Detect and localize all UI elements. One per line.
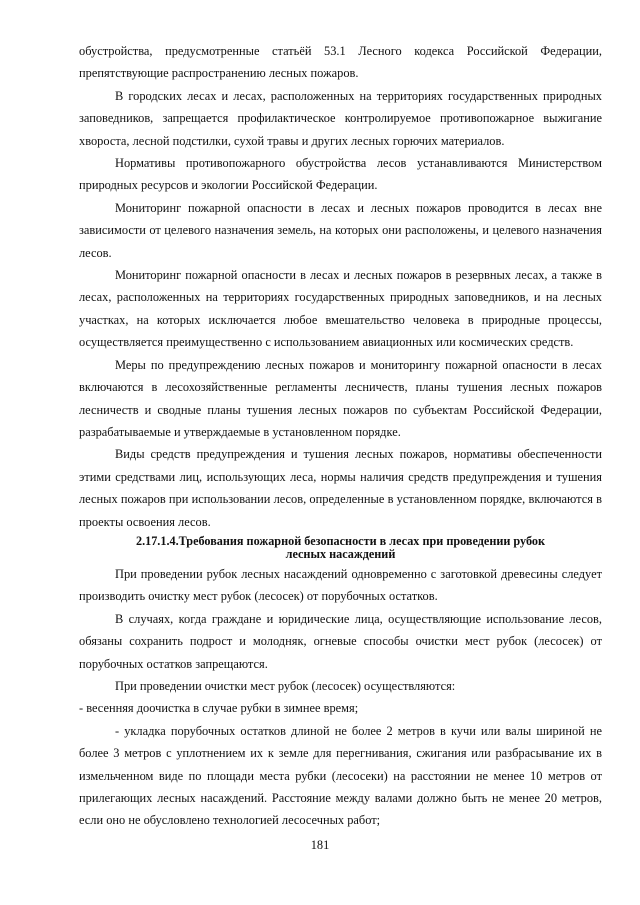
section-heading <box>79 535 602 561</box>
section-heading-line-1: 2.17.1.4.Требования пожарной безопасности в лесах при проведении рубок <box>135 533 546 548</box>
body-text-top <box>79 40 602 533</box>
paragraph: Нормативы противопожарного обустройства лесов устанавливаются Министерством природных ресурсов и экологии Российской Федерации. <box>79 156 602 193</box>
paragraph: При проведении очистки мест рубок (лесосек) осуществляются: <box>115 678 456 693</box>
paragraph: - укладка порубочных остатков длиной не более 2 метров в кучи или валы шириной не более 3 метров с уплотнением их к земле для перегнивания, сжигания или разбрасывание их в измельченном виде по площади места рубки (лесосеки) на расстоянии не менее 10 метров от прилегающих лесных насаждений. Расстояние между валами должно быть не менее 20 метров, если оно не обусловлено технологией лесосечных работ; <box>79 723 602 828</box>
paragraph: Мониторинг пожарной опасности в лесах и лесных пожаров проводится в лесах вне зависимости от целевого назначения земель, на которых они расположены, и целевого назначения лесов. <box>79 200 602 260</box>
page-number: 181 <box>310 838 330 852</box>
paragraph: Виды средств предупреждения и тушения лесных пожаров, нормативы обеспеченности этими средствами лиц, использующих леса, нормы наличия средств предупреждения и тушения лесных пожаров при использовании лесов, определенные в установленном порядке, включаются в проекты освоения лесов. <box>79 447 602 529</box>
paragraph: Мониторинг пожарной опасности в лесах и лесных пожаров в резервных лесах, а также в лесах, расположенных на территориях государственных природных заповедников, и на лесных участках, на которых исключается любое вмешательство человека в природные процессы, осуществляется преимущественно с использованием авиационных или космических средств. <box>79 268 602 350</box>
paragraph: обустройства, предусмотренные статьёй 53.1 Лесного кодекса Российской Федерации, препятствующие распространению лесных пожаров. <box>79 44 602 81</box>
section-heading-line-2: лесных насаждений <box>285 546 396 561</box>
paragraph: Меры по предупреждению лесных пожаров и мониторингу пожарной опасности в лесах включаются в лесохозяйственные регламенты лесничеств, планы тушения лесных пожаров лесничеств и сводные планы тушения лесных пожаров по субъектам Российской Федерации, разрабатываемые и утверждаемые в установленном порядке. <box>79 357 602 439</box>
body-text-bottom <box>79 563 602 832</box>
paragraph: В случаях, когда граждане и юридические лица, осуществляющие использование лесов, обязаны сохранить подрост и молодняк, огневые способы очистки мест рубок (лесосек) от порубочных остатков запрещаются. <box>79 611 602 671</box>
paragraph: При проведении рубок лесных насаждений одновременно с заготовкой древесины следует производить очистку мест рубок (лесосек) от порубочных остатков. <box>79 566 602 604</box>
paragraph: В городских лесах и лесах, расположенных на территориях государственных природных заповедников, запрещается профилактическое контролируемое противопожарное выжигание хвороста, лесной подстилки, сухой травы и других лесных горючих материалов. <box>79 88 602 148</box>
paragraph: - весенняя доочистка в случае рубки в зимнее время; <box>79 701 359 716</box>
